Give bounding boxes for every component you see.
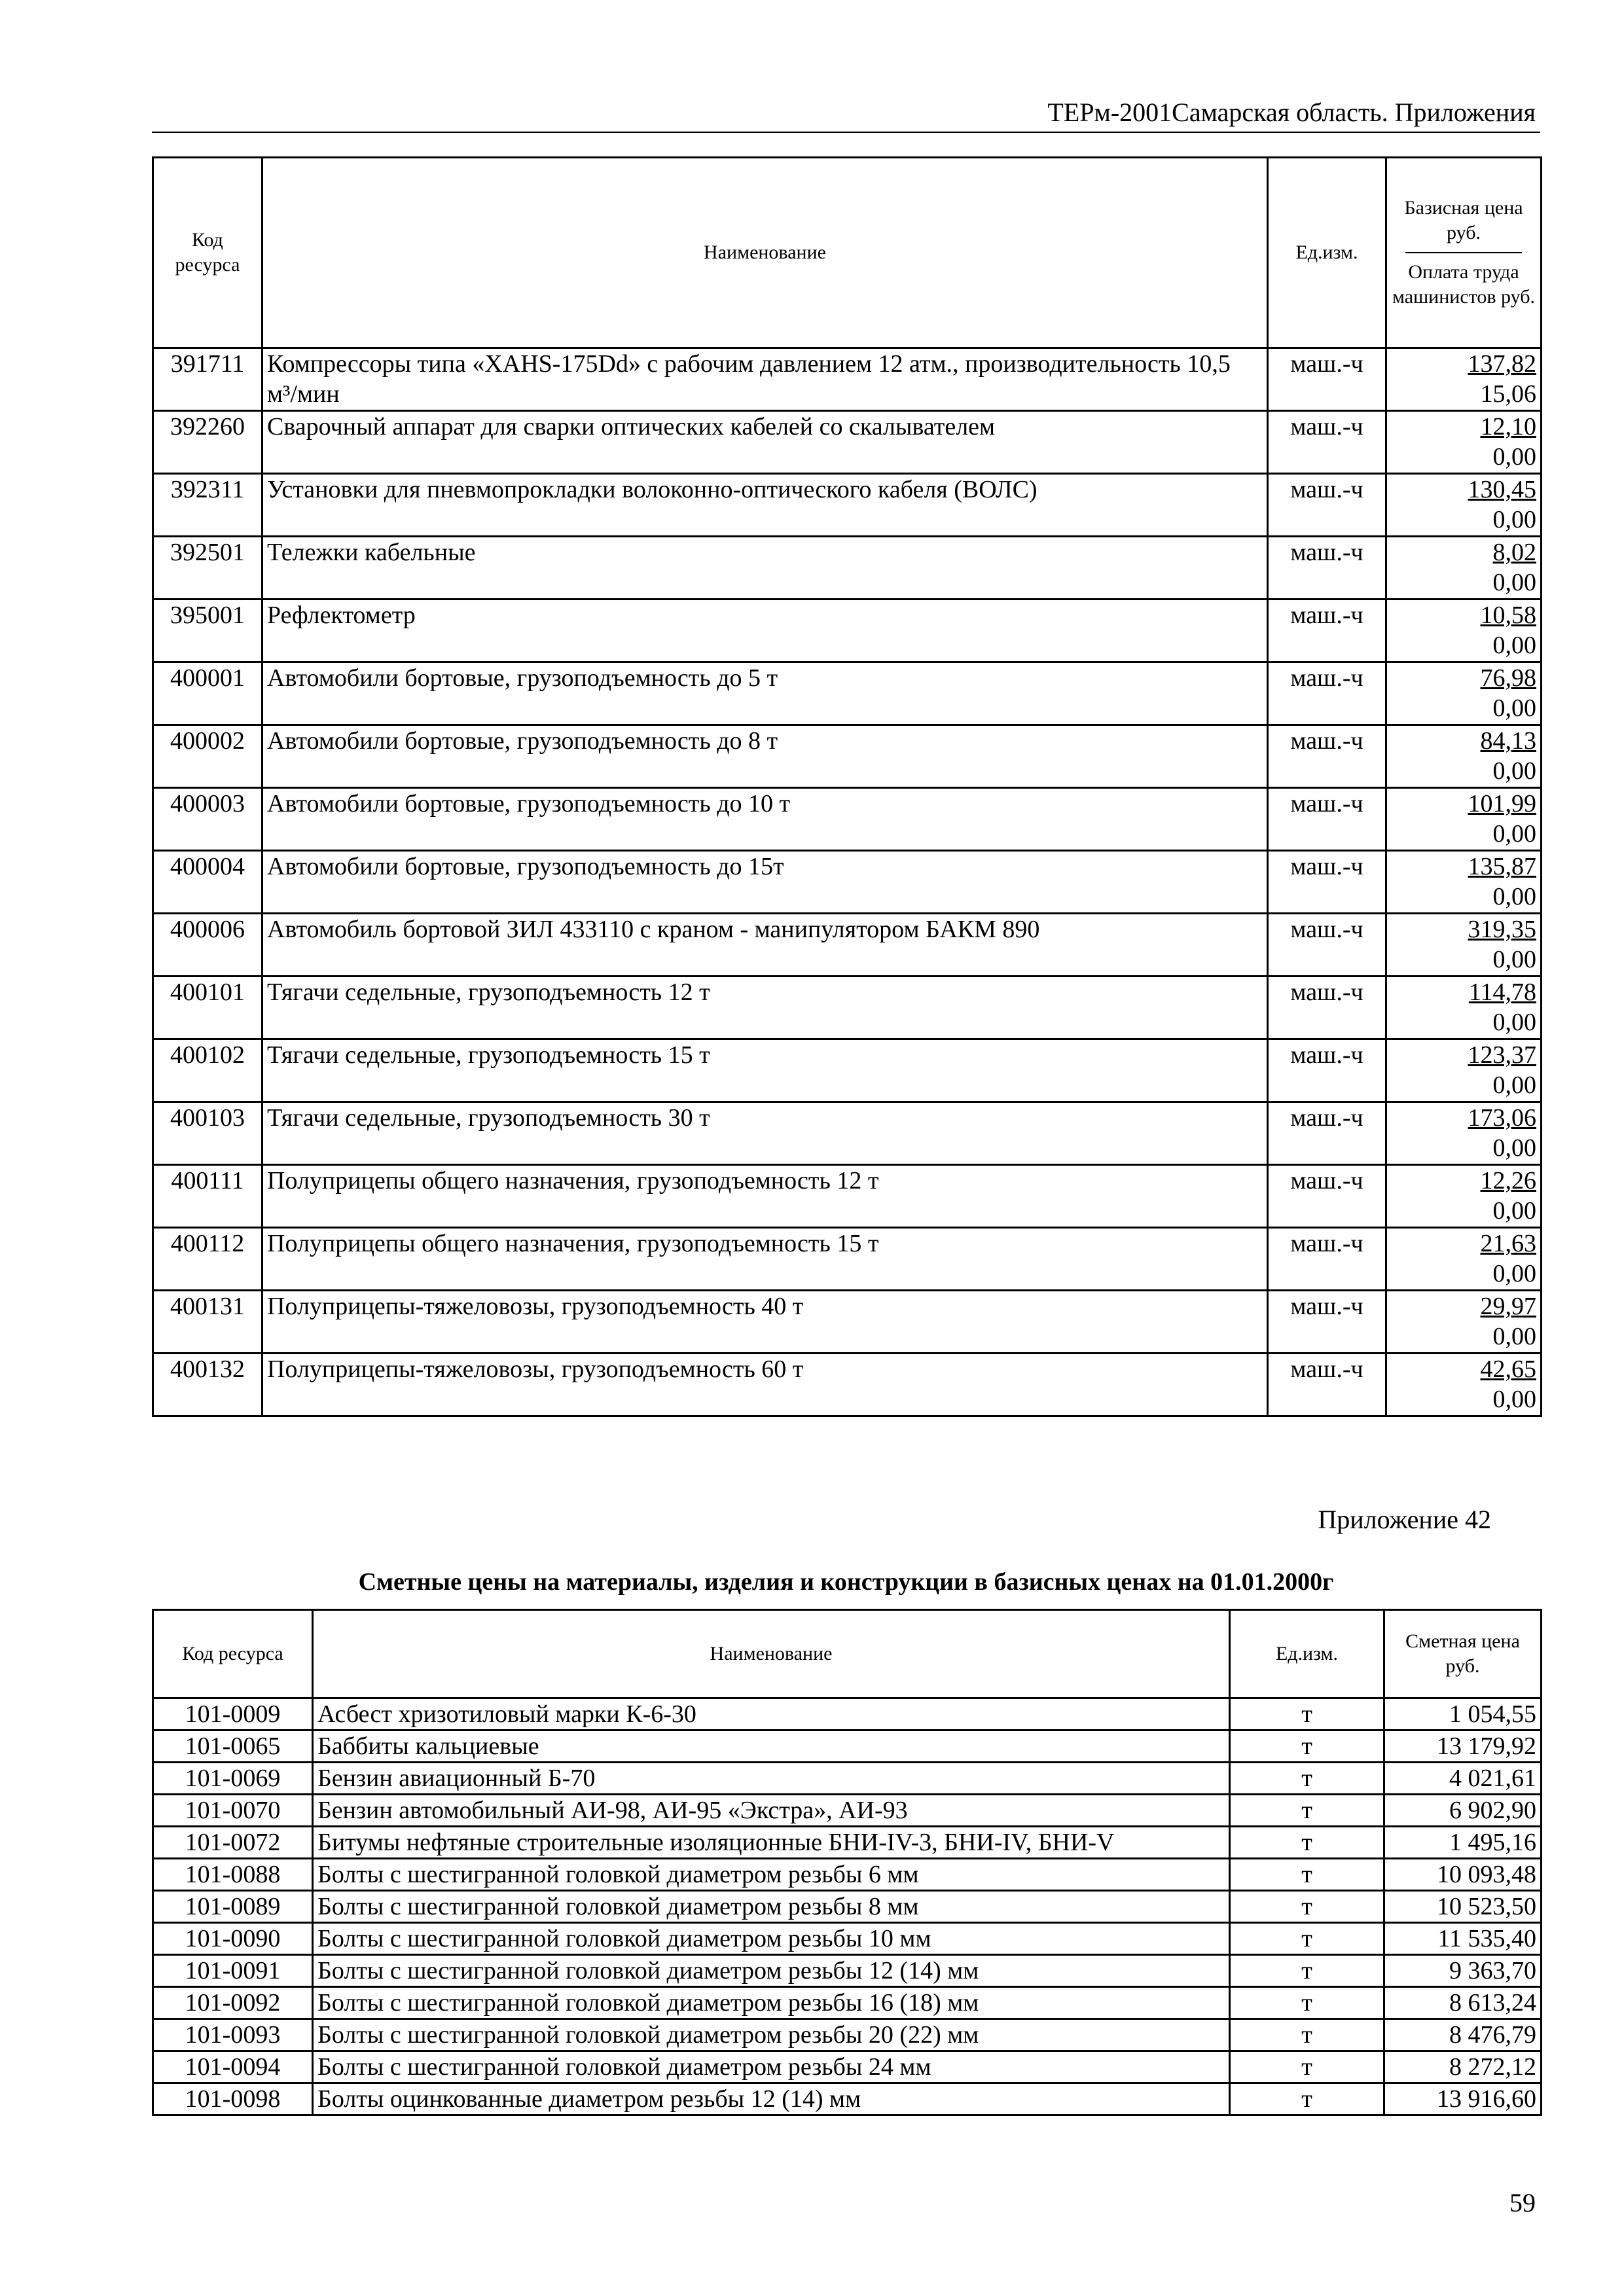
estimate-price: 10 093,48 <box>1384 1859 1542 1891</box>
resource-code: 400112 <box>153 1228 262 1291</box>
header-rule <box>152 132 1540 133</box>
price-cell <box>1386 348 1542 411</box>
unit: т <box>1230 1987 1384 2019</box>
unit: маш.-ч <box>1268 348 1386 411</box>
resource-name: Болты с шестигранной головкой диаметром резьбы 16 (18) мм <box>313 1987 1230 2019</box>
price-cell <box>1386 851 1542 914</box>
resource-name: Асбест хризотиловый марки К-6-30 <box>313 1698 1230 1731</box>
resource-name: Тягачи седельные, грузоподъемность 12 т <box>262 977 1268 1039</box>
unit: т <box>1230 1955 1384 1987</box>
operator-wage: 0,00 <box>1492 1134 1536 1162</box>
unit: маш.-ч <box>1268 1165 1386 1228</box>
operator-wage: 0,00 <box>1492 757 1536 785</box>
unit: т <box>1230 1731 1384 1763</box>
price-cell <box>1386 725 1542 788</box>
materials-price-table <box>152 1609 1542 2116</box>
header-price-top: Базисная цена руб. <box>1404 197 1523 243</box>
table-row <box>153 2083 1542 2115</box>
resource-code: 400003 <box>153 788 262 851</box>
resource-code: 400001 <box>153 662 262 725</box>
price-cell <box>1386 1165 1542 1228</box>
unit: маш.-ч <box>1268 914 1386 977</box>
price-cell <box>1386 914 1542 977</box>
table-row <box>153 1763 1542 1795</box>
table-row <box>153 1039 1542 1102</box>
table-row <box>153 1102 1542 1165</box>
unit: маш.-ч <box>1268 1102 1386 1165</box>
operator-wage: 0,00 <box>1492 569 1536 596</box>
resource-name: Полуприцепы-тяжеловозы, грузоподъемность 40 т <box>262 1291 1268 1354</box>
table-row <box>153 1795 1542 1827</box>
resource-name: Болты с шестигранной головкой диаметром резьбы 10 мм <box>313 1923 1230 1955</box>
table-row <box>153 1731 1542 1763</box>
resource-name: Автомобили бортовые, грузоподъемность до 10 т <box>262 788 1268 851</box>
header-unit: Ед.изм. <box>1230 1610 1384 1698</box>
resource-code: 392260 <box>153 411 262 474</box>
resource-code: 101-0072 <box>153 1827 313 1859</box>
unit: маш.-ч <box>1268 1039 1386 1102</box>
operator-wage: 0,00 <box>1492 1386 1536 1413</box>
operator-wage: 0,00 <box>1492 946 1536 973</box>
header-code: Код ресурса <box>153 158 262 348</box>
resource-code: 400006 <box>153 914 262 977</box>
estimate-price: 1 054,55 <box>1384 1698 1542 1731</box>
table-row <box>153 1987 1542 2019</box>
estimate-price: 10 523,50 <box>1384 1891 1542 1923</box>
resource-name: Болты с шестигранной головкой диаметром резьбы 6 мм <box>313 1859 1230 1891</box>
unit: маш.-ч <box>1268 600 1386 662</box>
resource-code: 400103 <box>153 1102 262 1165</box>
base-price: 10,58 <box>1480 601 1536 629</box>
table-row <box>153 662 1542 725</box>
table-row <box>153 537 1542 600</box>
operator-wage: 0,00 <box>1492 443 1536 471</box>
unit: маш.-ч <box>1268 411 1386 474</box>
resource-code: 400131 <box>153 1291 262 1354</box>
estimate-price: 8 613,24 <box>1384 1987 1542 2019</box>
resource-code: 101-0009 <box>153 1698 313 1731</box>
resource-code: 400102 <box>153 1039 262 1102</box>
appendix-title: Сметные цены на материалы, изделия и конструкции в базисных ценах на 01.01.2000г <box>358 1568 1334 1596</box>
table-row <box>153 1827 1542 1859</box>
resource-name: Бензин авиационный Б-70 <box>313 1763 1230 1795</box>
table-row <box>153 1923 1542 1955</box>
unit: т <box>1230 1891 1384 1923</box>
resource-code: 101-0090 <box>153 1923 313 1955</box>
header-split-line <box>1405 252 1522 253</box>
base-price: 137,82 <box>1468 350 1536 378</box>
resource-name: Установки для пневмопрокладки волоконно-оптического кабеля (ВОЛС) <box>262 474 1268 537</box>
resource-name: Битумы нефтяные строительные изоляционные БНИ-IV-3, БНИ-IV, БНИ-V <box>313 1827 1230 1859</box>
resource-name: Тягачи седельные, грузоподъемность 15 т <box>262 1039 1268 1102</box>
machines-price-table <box>152 156 1542 1417</box>
unit: маш.-ч <box>1268 662 1386 725</box>
unit: т <box>1230 1923 1384 1955</box>
operator-wage: 0,00 <box>1492 820 1536 848</box>
estimate-price: 8 476,79 <box>1384 2019 1542 2051</box>
table-row <box>153 977 1542 1039</box>
resource-code: 400004 <box>153 851 262 914</box>
table-row <box>153 1165 1542 1228</box>
header-unit: Ед.изм. <box>1268 158 1386 348</box>
table-row <box>153 2051 1542 2083</box>
base-price: 21,63 <box>1480 1230 1536 1257</box>
unit: маш.-ч <box>1268 977 1386 1039</box>
resource-code: 101-0092 <box>153 1987 313 2019</box>
resource-code: 101-0088 <box>153 1859 313 1891</box>
estimate-price: 13 916,60 <box>1384 2083 1542 2115</box>
operator-wage: 0,00 <box>1492 506 1536 533</box>
estimate-price: 4 021,61 <box>1384 1763 1542 1795</box>
resource-name: Автомобили бортовые, грузоподъемность до 8 т <box>262 725 1268 788</box>
resource-code: 391711 <box>153 348 262 411</box>
resource-code: 101-0065 <box>153 1731 313 1763</box>
estimate-price: 1 495,16 <box>1384 1827 1542 1859</box>
header-name: Наименование <box>313 1610 1230 1698</box>
base-price: 173,06 <box>1468 1104 1536 1132</box>
resource-code: 101-0098 <box>153 2083 313 2115</box>
base-price: 12,26 <box>1480 1167 1536 1194</box>
resource-code: 392311 <box>153 474 262 537</box>
price-cell <box>1386 788 1542 851</box>
header-price-bottom: Оплата труда машинистов руб. <box>1392 261 1536 308</box>
unit: т <box>1230 1795 1384 1827</box>
table-row <box>153 1698 1542 1731</box>
price-cell <box>1386 1039 1542 1102</box>
resource-name: Болты с шестигранной головкой диаметром резьбы 8 мм <box>313 1891 1230 1923</box>
table-row <box>153 851 1542 914</box>
table-row <box>153 1955 1542 1987</box>
resource-code: 395001 <box>153 600 262 662</box>
resource-name: Болты с шестигранной головкой диаметром резьбы 20 (22) мм <box>313 2019 1230 2051</box>
table-row <box>153 1859 1542 1891</box>
table-row <box>153 1228 1542 1291</box>
resource-code: 392501 <box>153 537 262 600</box>
base-price: 101,99 <box>1468 790 1536 817</box>
base-price: 84,13 <box>1480 727 1536 755</box>
resource-code: 101-0070 <box>153 1795 313 1827</box>
unit: т <box>1230 1859 1384 1891</box>
resource-name: Полуприцепы-тяжеловозы, грузоподъемность 60 т <box>262 1354 1268 1416</box>
resource-name: Баббиты кальциевые <box>313 1731 1230 1763</box>
price-cell <box>1386 977 1542 1039</box>
resource-name: Автомобиль бортовой ЗИЛ 433110 с краном - манипулятором БАКМ 890 <box>262 914 1268 977</box>
price-cell <box>1386 474 1542 537</box>
resource-name: Автомобили бортовые, грузоподъемность до 15т <box>262 851 1268 914</box>
base-price: 114,78 <box>1468 978 1536 1006</box>
operator-wage: 0,00 <box>1492 1260 1536 1287</box>
unit: т <box>1230 2083 1384 2115</box>
header-price <box>1386 158 1542 348</box>
base-price: 123,37 <box>1468 1041 1536 1069</box>
table-row <box>153 914 1542 977</box>
table-row <box>153 2019 1542 2051</box>
unit: маш.-ч <box>1268 851 1386 914</box>
operator-wage: 0,00 <box>1492 632 1536 659</box>
unit: т <box>1230 1698 1384 1731</box>
unit: маш.-ч <box>1268 537 1386 600</box>
unit: маш.-ч <box>1268 1291 1386 1354</box>
price-cell <box>1386 1354 1542 1416</box>
price-cell <box>1386 600 1542 662</box>
unit: маш.-ч <box>1268 788 1386 851</box>
resource-name: Болты с шестигранной головкой диаметром резьбы 24 мм <box>313 2051 1230 2083</box>
table-row <box>153 725 1542 788</box>
estimate-price: 11 535,40 <box>1384 1923 1542 1955</box>
price-cell <box>1386 1228 1542 1291</box>
unit: маш.-ч <box>1268 1228 1386 1291</box>
operator-wage: 0,00 <box>1492 1197 1536 1225</box>
operator-wage: 0,00 <box>1492 1071 1536 1099</box>
estimate-price: 6 902,90 <box>1384 1795 1542 1827</box>
operator-wage: 0,00 <box>1492 1009 1536 1036</box>
price-cell <box>1386 411 1542 474</box>
resource-code: 400111 <box>153 1165 262 1228</box>
table-row <box>153 411 1542 474</box>
resource-code: 101-0089 <box>153 1891 313 1923</box>
base-price: 29,97 <box>1480 1293 1536 1320</box>
unit: т <box>1230 1763 1384 1795</box>
unit: т <box>1230 1827 1384 1859</box>
table-row <box>153 1891 1542 1923</box>
base-price: 12,10 <box>1480 413 1536 440</box>
appendix-label: Приложение 42 <box>1318 1505 1491 1534</box>
table-row <box>153 788 1542 851</box>
resource-name: Тележки кабельные <box>262 537 1268 600</box>
estimate-price: 8 272,12 <box>1384 2051 1542 2083</box>
table-row <box>153 1291 1542 1354</box>
resource-code: 400002 <box>153 725 262 788</box>
resource-name: Сварочный аппарат для сварки оптических кабелей со скалывателем <box>262 411 1268 474</box>
resource-name: Полуприцепы общего назначения, грузоподъемность 15 т <box>262 1228 1268 1291</box>
resource-code: 101-0091 <box>153 1955 313 1987</box>
header-price: Сметная цена руб. <box>1384 1610 1542 1698</box>
resource-code: 101-0069 <box>153 1763 313 1795</box>
operator-wage: 0,00 <box>1492 1323 1536 1350</box>
resource-name: Автомобили бортовые, грузоподъемность до 5 т <box>262 662 1268 725</box>
resource-code: 101-0093 <box>153 2019 313 2051</box>
page-number: 59 <box>1509 2188 1536 2217</box>
resource-code: 101-0094 <box>153 2051 313 2083</box>
base-price: 130,45 <box>1468 476 1536 503</box>
running-header: ТЕРм-2001Самарская область. Приложения <box>1047 98 1536 127</box>
price-cell <box>1386 662 1542 725</box>
operator-wage: 0,00 <box>1492 694 1536 722</box>
table-row <box>153 600 1542 662</box>
unit: маш.-ч <box>1268 474 1386 537</box>
table-row <box>153 1354 1542 1416</box>
price-cell <box>1386 1102 1542 1165</box>
table-row <box>153 474 1542 537</box>
resource-name: Компрессоры типа «XAHS-175Dd» с рабочим давлением 12 атм., производительность 10,5 м³/мин <box>262 348 1268 411</box>
unit: т <box>1230 2019 1384 2051</box>
base-price: 135,87 <box>1468 853 1536 880</box>
table-row <box>153 348 1542 411</box>
unit: маш.-ч <box>1268 725 1386 788</box>
estimate-price: 9 363,70 <box>1384 1955 1542 1987</box>
unit: т <box>1230 2051 1384 2083</box>
operator-wage: 0,00 <box>1492 883 1536 910</box>
estimate-price: 13 179,92 <box>1384 1731 1542 1763</box>
header-name: Наименование <box>262 158 1268 348</box>
operator-wage: 15,06 <box>1480 380 1536 408</box>
unit: маш.-ч <box>1268 1354 1386 1416</box>
base-price: 42,65 <box>1480 1355 1536 1383</box>
resource-name: Болты с шестигранной головкой диаметром резьбы 12 (14) мм <box>313 1955 1230 1987</box>
base-price: 8,02 <box>1492 539 1536 566</box>
base-price: 319,35 <box>1468 916 1536 943</box>
resource-name: Рефлектометр <box>262 600 1268 662</box>
resource-name: Полуприцепы общего назначения, грузоподъемность 12 т <box>262 1165 1268 1228</box>
resource-name: Болты оцинкованные диаметром резьбы 12 (14) мм <box>313 2083 1230 2115</box>
resource-code: 400101 <box>153 977 262 1039</box>
resource-code: 400132 <box>153 1354 262 1416</box>
header-code: Код ресурса <box>153 1610 313 1698</box>
resource-name: Бензин автомобильный АИ-98, АИ-95 «Экстра», АИ-93 <box>313 1795 1230 1827</box>
base-price: 76,98 <box>1480 664 1536 692</box>
price-cell <box>1386 1291 1542 1354</box>
price-cell <box>1386 537 1542 600</box>
resource-name: Тягачи седельные, грузоподъемность 30 т <box>262 1102 1268 1165</box>
